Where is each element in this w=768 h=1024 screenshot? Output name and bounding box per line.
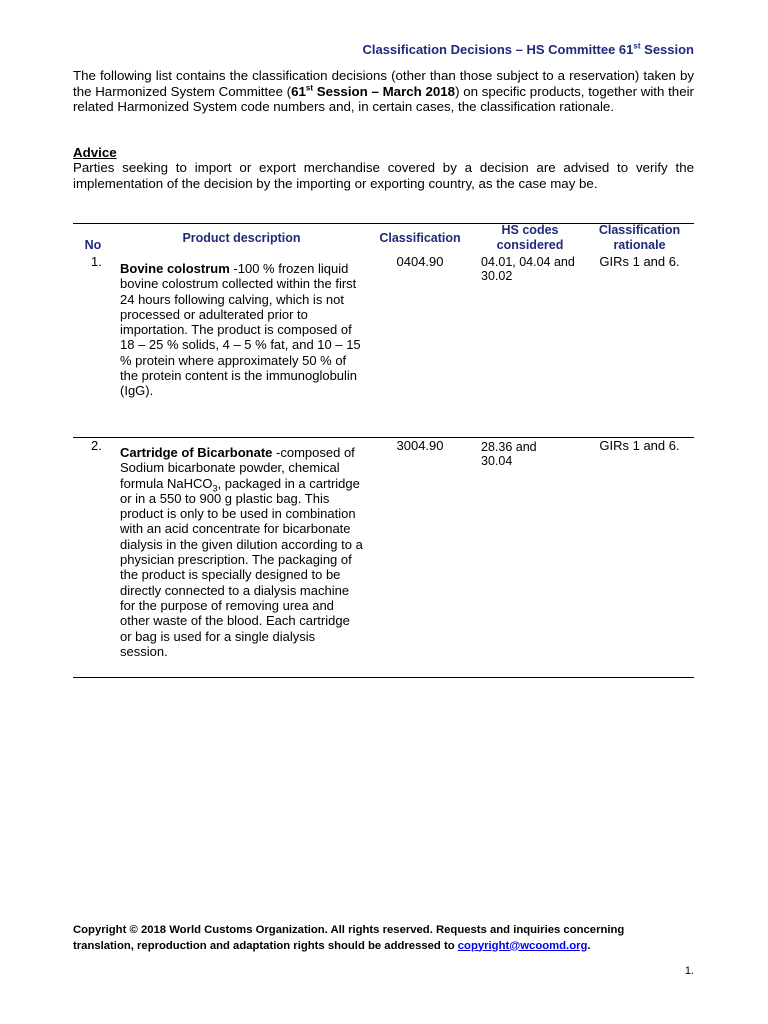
classification-rationale: GIRs 1 and 6. [599,254,680,269]
copyright-email-link[interactable]: copyright@wcoomd.org [457,939,588,952]
copyright-period: . [587,939,591,952]
advice-paragraph: Parties seeking to import or export merchandise covered by a decision are advised to verify the implementation of the decision by the importing or exporting country, as the case may be. [73,160,694,191]
header-rationale: Classification rationale [598,223,681,252]
classification-code: 3004.90 [396,438,444,453]
title-suffix: Session [640,42,694,57]
page-number: 1. [684,965,694,977]
title-main: Classification Decisions – HS Committee 61 [362,42,634,57]
header-product-description: Product description [182,231,301,245]
header-no: No [84,238,102,252]
product-name: Cartridge of Bicarbonate [120,445,273,460]
formula-subscript: 3 [212,483,218,494]
classification-code: 0404.90 [396,254,444,269]
session-date: Session – March 2018 [313,83,456,99]
session-superscript: st [305,83,314,93]
row-number: 2. [91,438,102,453]
intro-text-end: ) on specific products, together with their related Harmonized System code numbers and, in certain cases, the classification rationale. [73,83,694,114]
intro-paragraph [73,68,694,115]
product-details: -100 % frozen liquid bovine colostrum collected within the first 24 hours following calving, which is not processed or adulterated prior to importation. The product is composed of 18 – 25 % solids, 4 – 5 % fat, and 10 – 15 % protein where approximately 50 % of the protein content is the immunoglobulin (IgG). [120,261,361,399]
hs-codes-considered: 04.01, 04.04 and 30.02 [481,255,575,283]
intro-text-start: The following list contains the classification decisions (other than those subject to a reservation) taken by the Harmonized System Committee ( [73,68,694,99]
title-superscript: st [633,41,641,51]
product-name: Bovine colostrum [120,261,230,276]
classification-rationale: GIRs 1 and 6. [599,438,680,453]
session-number: 61 [291,83,306,99]
row-number: 1. [91,254,102,269]
product-details-end: , packaged in a cartridge or in a 550 to 900 g plastic bag. This product is only to be used in combination with an acid concentrate for bicarbonate dialysis in the given dilution according to a physician prescription. The packaging of the product is specially designed to be directly connected to a dialysis machine for the purpose of removing urea and other waste of the blood. Each cartridge or bag is used for a single dialysis session. [120,475,363,659]
table-bottom-rule [73,677,694,678]
product-details-start: -composed of Sodium bicarbonate powder, chemical formula NaHCO [120,445,355,491]
copyright-text: Copyright © 2018 World Customs Organization. All rights reserved. Requests and inquiries concerning translation, reproduction and adaptation rights should be addressed to [73,924,625,952]
advice-heading: Advice [73,145,117,160]
header-hs-codes: HS codes considered [496,223,564,252]
product-description [120,261,363,399]
copyright-notice [73,923,673,954]
product-description [120,445,363,659]
page-title [362,42,694,57]
session-reference [291,84,455,99]
header-classification: Classification [379,231,461,245]
hs-codes-considered: 28.36 and 30.04 [481,440,537,468]
